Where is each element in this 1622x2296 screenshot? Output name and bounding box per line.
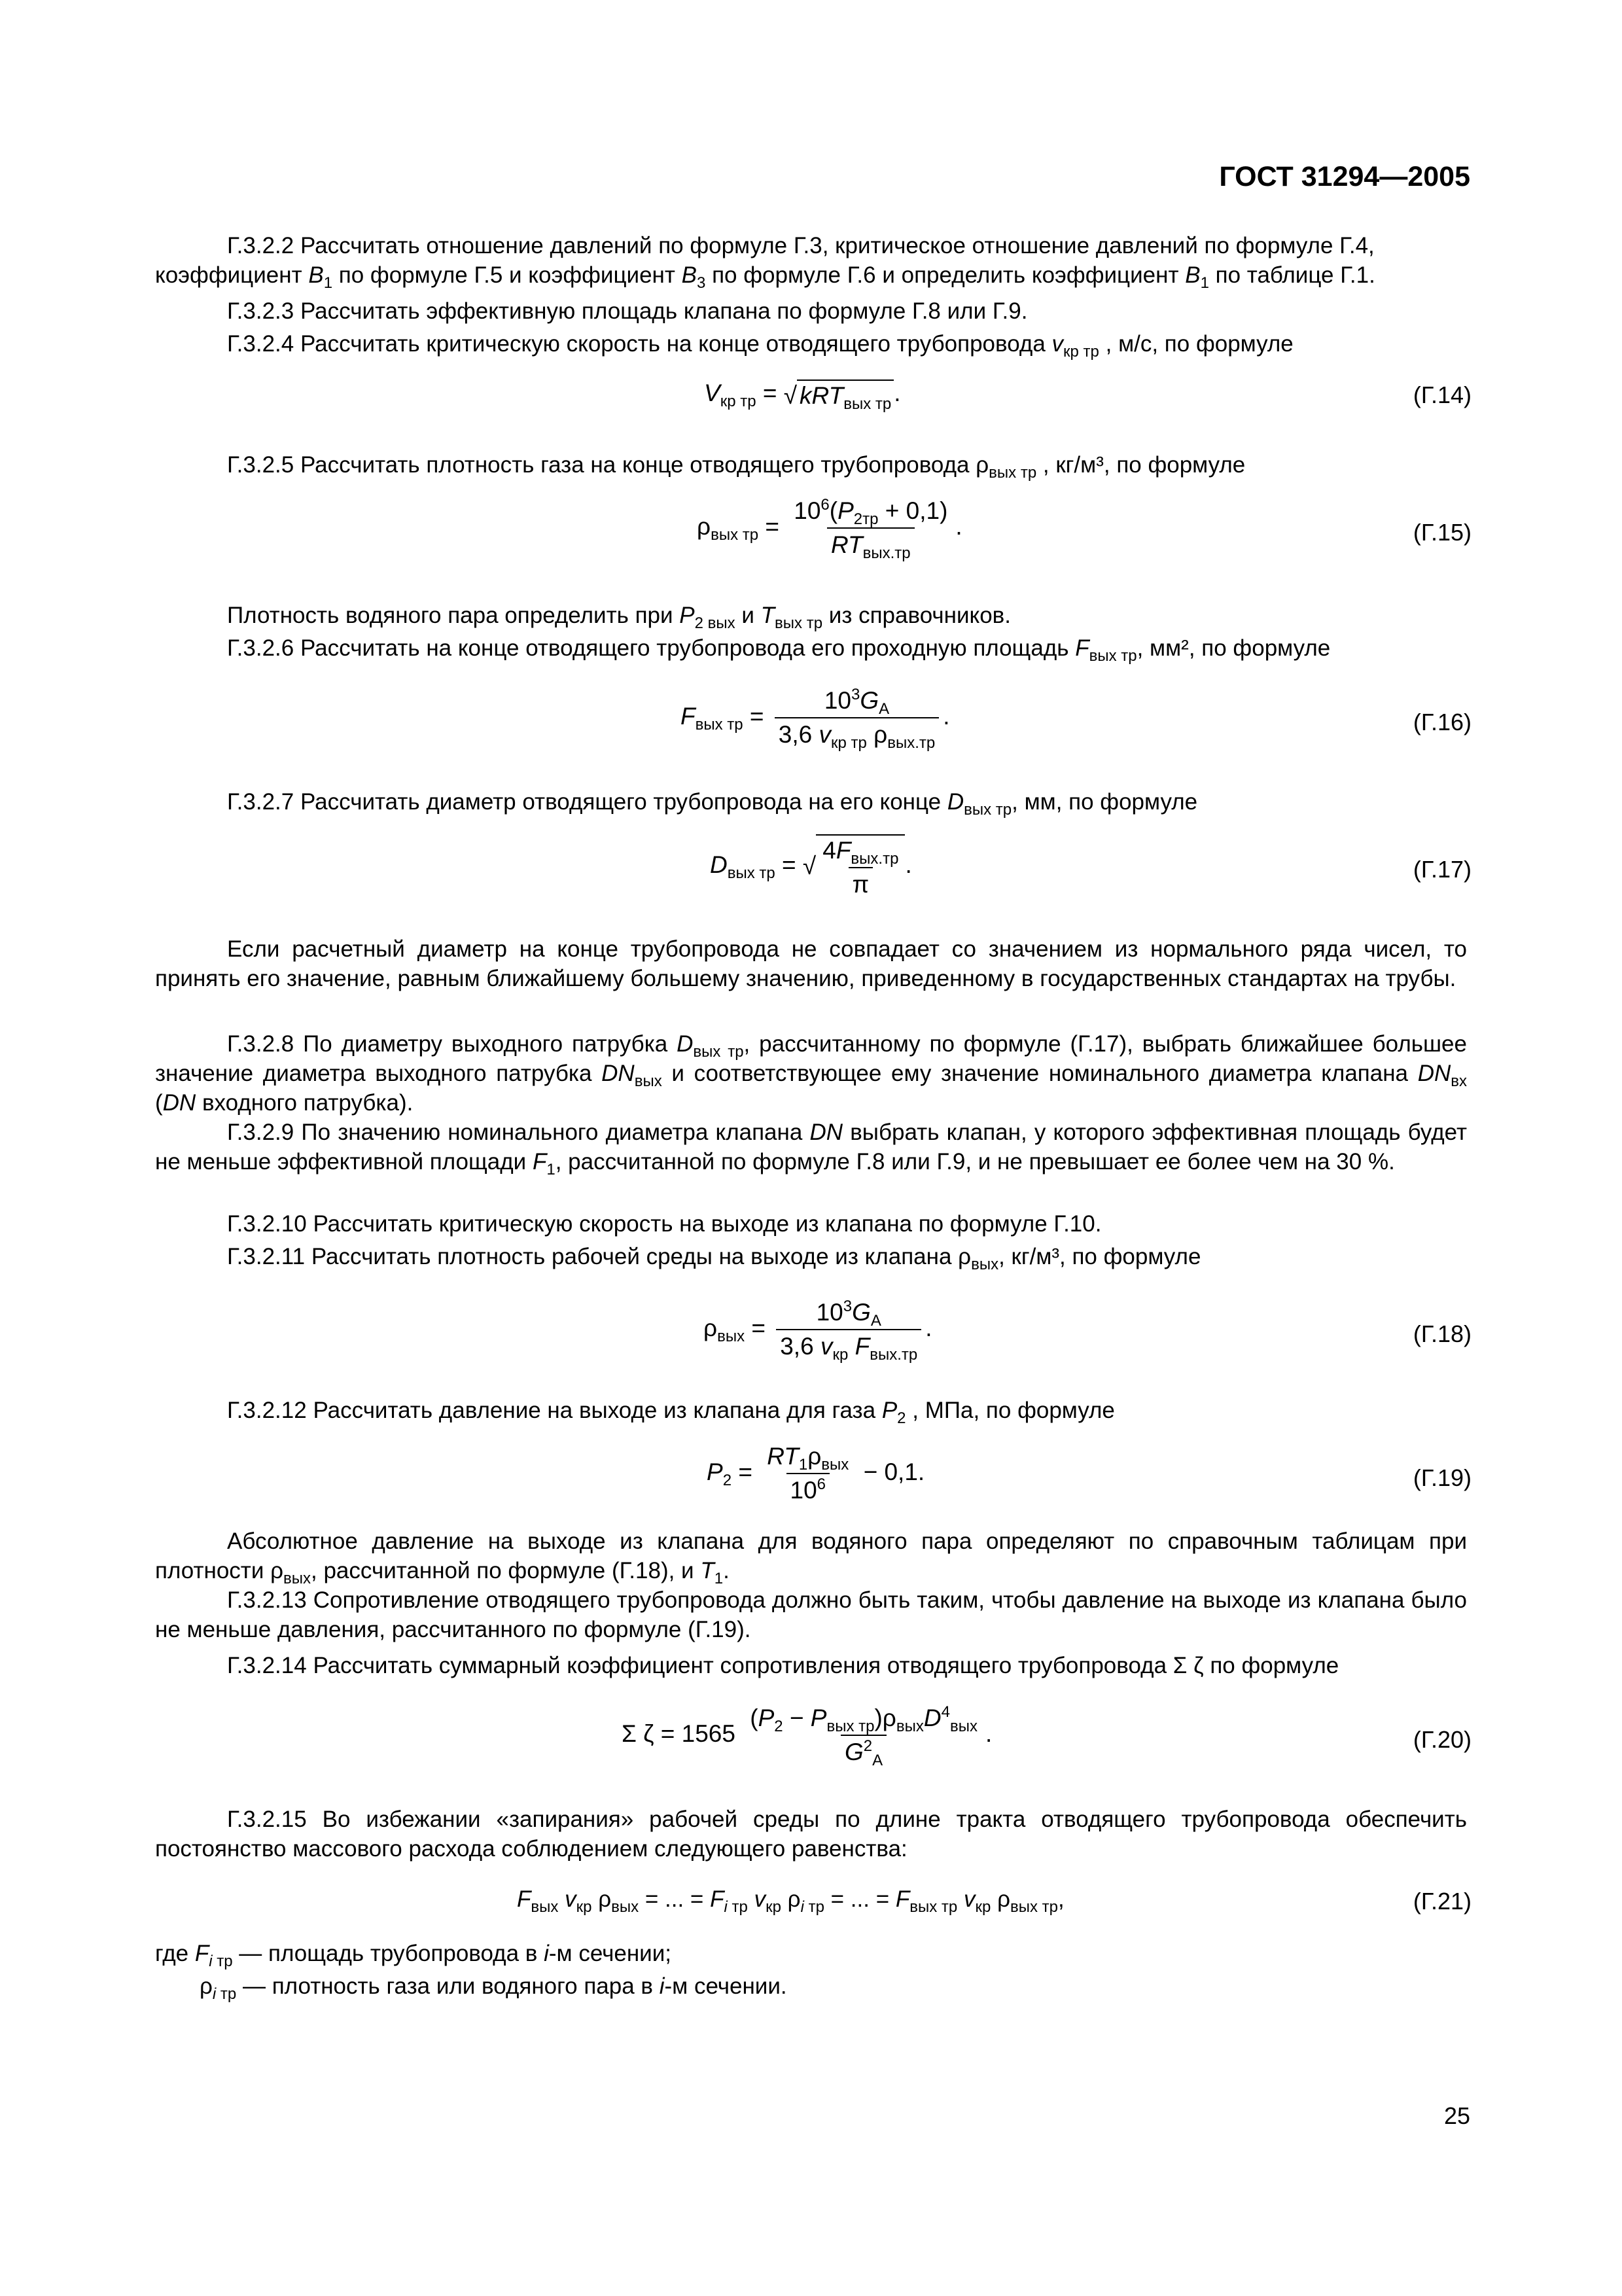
paragraph-g3-2-14: Г.3.2.14 Рассчитать суммарный коэффициент сопротивления отводящего трубопровода Σ ζ по формуле [227, 1653, 1339, 1678]
formula-g20: Σ ζ = 1565 $\frac{(P_2 - P_{вых тр})\rho_{вых}D^4_{вых}}{G^2_A}$ . [622, 1703, 993, 1769]
paragraph-g3-2-10: Г.3.2.10 Рассчитать критическую скорость на выходе из клапана по формуле Г.10. [227, 1211, 1102, 1237]
equation-number-g18: (Г.18) [1413, 1320, 1472, 1347]
paragraph-absolute-pressure: Абсолютное давление на выходе из клапана для водяного пара определяют по справочным таблицам при плотности $\rho_{вых}$, рассчитанной по формуле (Г.18), и $T_1$. [155, 1528, 1467, 1587]
paragraph-g3-2-2-line1: Г.3.2.2 Рассчитать отношение давлений по формуле Г.3, критическое отношение давлений по формуле Г.4, [227, 233, 1375, 258]
paragraph-diameter-note: Если расчетный диаметр на конце трубопровода не совпадает со значением из нормального ряда чисел, то принять его значение, равным ближайшему большему значению, приведенному в государственных стандартах на трубы. [155, 936, 1467, 991]
formula-g15: $\rho_{вых тр}$ = $\frac{10^6(P_{2тр} + 0,1)}{RT_{вых.тр}}$ . [697, 496, 962, 562]
paragraph-g3-2-6: Г.3.2.6 Рассчитать на конце отводящего трубопровода его проходную площадь $F_{вых тр}$, мм², по формуле [227, 635, 1331, 665]
paragraph-g3-2-2-line2: коэффициент $B_1$ по формуле Г.5 и коэффициент $B_3$ по формуле Г.6 и определить коэффициент $B_1$ по таблице Г.1. [155, 262, 1375, 292]
formula-g16: $F_{вых тр}$ = $\frac{10^3G_A}{3,6 v_{кр тр} \rho_{вых.тр}}$ . [680, 686, 950, 752]
paragraph-g3-2-12: Г.3.2.12 Рассчитать давление на выходе из клапана для газа $P_2$ , МПа, по формуле [227, 1398, 1115, 1427]
equation-number-g14: (Г.14) [1413, 381, 1472, 408]
where-clause-density: $\rho_{i тр}$ — плотность газа или водяного пара в i-м сечении. [200, 1973, 787, 2003]
formula-g17: $D_{вых тр}$ = √ $\frac{4F_{вых.тр}}{\pi}$ . [710, 834, 912, 898]
paragraph-g3-2-15: Г.3.2.15 Во избежании «запирания» рабочей среды по длине тракта отводящего трубопровода обеспечить постоянство массового расхода соблюдением следующего равенства: [155, 1807, 1467, 1862]
document-id: ГОСТ 31294—2005 [1219, 161, 1470, 192]
formula-g18: $\rho_{вых}$ = $\frac{10^3G_A}{3,6 v_{кр} F_{вых.тр}}$ . [703, 1298, 932, 1364]
equation-number-g15: (Г.15) [1413, 519, 1472, 546]
paragraph-g3-2-7: Г.3.2.7 Рассчитать диаметр отводящего трубопровода на его конце $D_{вых тр}$, мм, по формуле [227, 789, 1198, 819]
equation-number-g16: (Г.16) [1413, 709, 1472, 735]
equation-number-g21: (Г.21) [1413, 1888, 1472, 1915]
paragraph-g3-2-3: Г.3.2.3 Рассчитать эффективную площадь клапана по формуле Г.8 или Г.9. [227, 298, 1028, 324]
paragraph-g3-2-8: Г.3.2.8 По диаметру выходного патрубка $D_{вых тр}$, рассчитанному по формуле (Г.17), выбрать ближайшее большее значение диаметра выходного патрубка $DN_{вых}$ и соответствующее ему значение номинального диаметра клапана $DN_{вх}$ (DN входного патрубка). [155, 1031, 1468, 1116]
paragraph-steam-density: Плотность водяного пара определить при $P_{2 вых}$ и $T_{вых тр}$ из справочников. [227, 603, 1011, 632]
paragraph-g3-2-9: Г.3.2.9 По значению номинального диаметра клапана DN выбрать клапан, у которого эффективная площадь будет не меньше эффективной площади $F_1$, рассчитанной по формуле Г.8 или Г.9, и не превышает ее более чем на 30 %. [155, 1120, 1467, 1178]
paragraph-g3-2-4: Г.3.2.4 Рассчитать критическую скорость на конце отводящего трубопровода $v_{кр тр}$ , м/с, по формуле [227, 331, 1294, 361]
equation-number-g17: (Г.17) [1413, 856, 1472, 883]
paragraph-g3-2-11: Г.3.2.11 Рассчитать плотность рабочей среды на выходе из клапана $\rho_{вых}$, кг/м³, по формуле [227, 1244, 1201, 1273]
paragraph-g3-2-13: Г.3.2.13 Сопротивление отводящего трубопровода должно быть таким, чтобы давление на выходе из клапана было не меньше давления, рассчитанного по формуле (Г.19). [155, 1587, 1467, 1642]
where-clause-area: где $F_{i тр}$ — площадь трубопровода в i-м сечении; [155, 1941, 671, 1970]
formula-g21: $F_{вых}$ $v_{кр}$ $\rho_{вых}$ = ... = $F_{i тр}$ $v_{кр}$ $\rho_{i тр}$ = ... = $F_{вых тр}$ $v_{кр}$ $\rho_{вых тр}$, [517, 1886, 1065, 1916]
page-number: 25 [1443, 2102, 1470, 2129]
equation-number-g19: (Г.19) [1413, 1464, 1472, 1491]
formula-g14: $V_{кр тр}$ = √ kRT$_{вых тр}$ . [704, 380, 901, 414]
formula-g19: $P_2$ = $\frac{RT_1\rho_{вых}}{10^6}$ − 0,1. [707, 1443, 925, 1504]
paragraph-g3-2-5: Г.3.2.5 Рассчитать плотность газа на конце отводящего трубопровода $\rho_{вых тр}$ , кг/м³, по формуле [227, 452, 1246, 482]
equation-number-g20: (Г.20) [1413, 1726, 1472, 1753]
